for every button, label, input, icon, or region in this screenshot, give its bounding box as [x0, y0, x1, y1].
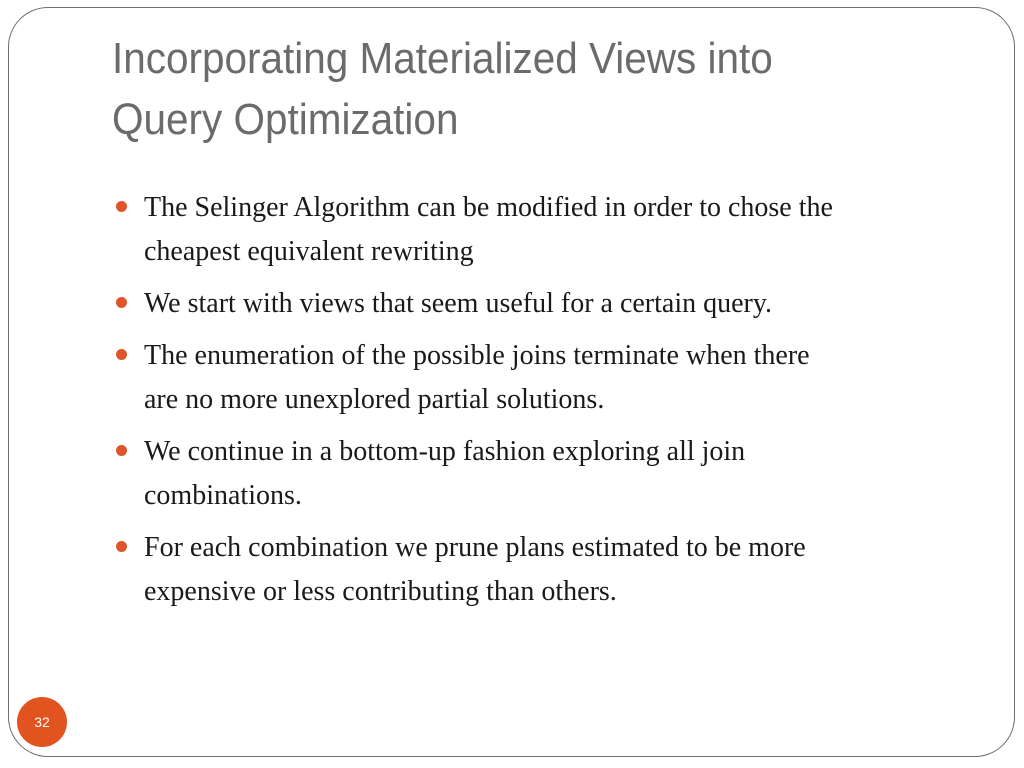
- bullet-dot-icon: [116, 541, 127, 552]
- bullet-text-line: We continue in a bottom-up fashion exploring all join: [144, 436, 746, 467]
- slide-title-line: Incorporating Materialized Views into: [112, 34, 773, 83]
- slide-title-line: Query Optimization: [112, 95, 459, 144]
- bullet-text-line: For each combination we prune plans estimated to be more: [144, 532, 806, 563]
- bullet-dot-icon: [116, 445, 127, 456]
- bullet-text-line: expensive or less contributing than others.: [144, 576, 617, 607]
- slide-title: [112, 28, 903, 150]
- bullet-dot-icon: [116, 201, 127, 212]
- bullet-list: [114, 186, 984, 622]
- bullet-text-line: are no more unexplored partial solutions.: [144, 384, 605, 415]
- bullet-dot-icon: [116, 297, 127, 308]
- bullet-text-line: The enumeration of the possible joins terminate when there: [144, 340, 810, 371]
- bullet-text-line: combinations.: [144, 480, 302, 511]
- page-number-badge: 32: [17, 697, 67, 747]
- bullet-dot-icon: [116, 349, 127, 360]
- bullet-text-line: The Selinger Algorithm can be modified in order to chose the: [144, 192, 833, 223]
- bullet-item: [114, 282, 984, 326]
- bullet-item: [114, 186, 984, 274]
- bullet-item: [114, 430, 984, 518]
- bullet-item: [114, 334, 984, 422]
- bullet-text-line: We start with views that seem useful for a certain query.: [144, 288, 773, 319]
- bullet-text-line: cheapest equivalent rewriting: [144, 236, 474, 267]
- bullet-item: [114, 526, 984, 614]
